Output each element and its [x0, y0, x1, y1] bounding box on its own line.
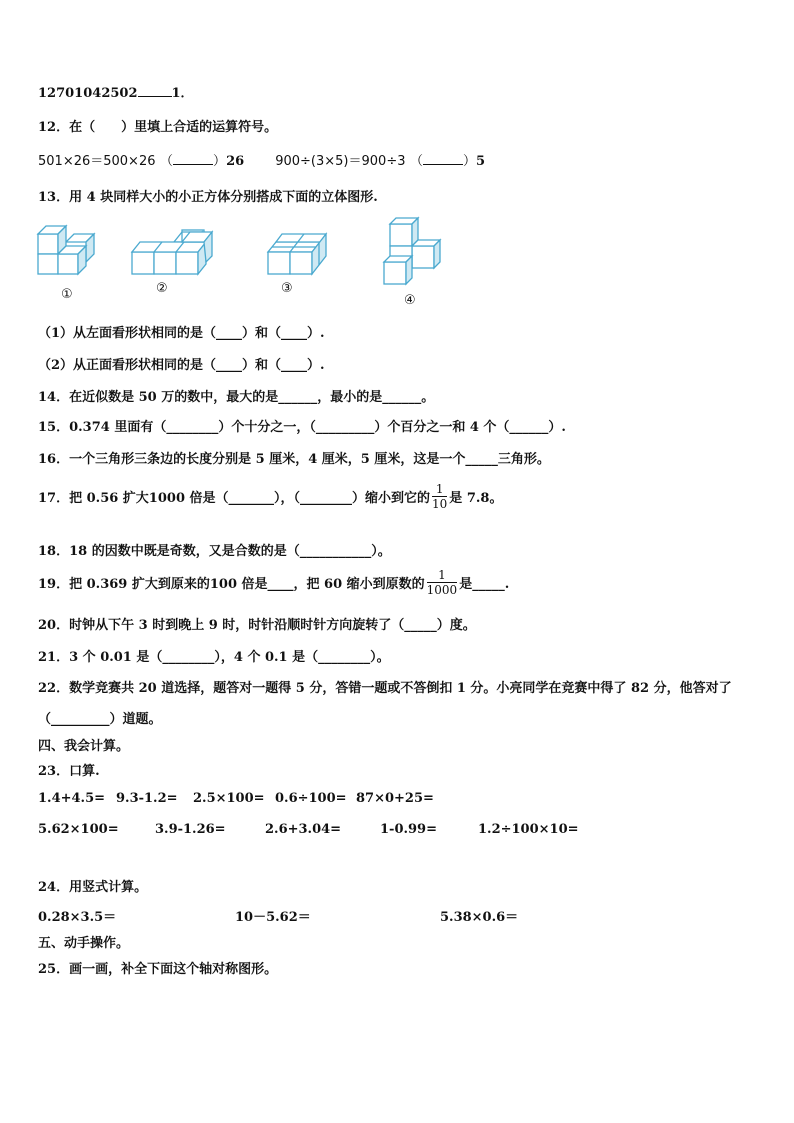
q16: 16．一个三角形三条边的长度分别是 5 厘米，4 厘米，5 厘米，这是一个_____三角形。	[38, 452, 550, 467]
q15: 15．0.374 里面有（________）个十分之一，（_________）个百分之一和 4 个（______）.	[38, 420, 566, 435]
q24-item-1: 0.28×3.5＝	[38, 910, 117, 925]
q11-tail-line	[38, 82, 194, 101]
q17-part1: 17．把 0.56 扩大1000 倍是（_______），（________）缩小到它的	[38, 491, 431, 506]
q12-answer-1[interactable]	[173, 153, 213, 165]
q23-row1-item-2: 9.3-1.2=	[116, 791, 178, 806]
answer-blank[interactable]	[138, 85, 172, 97]
q23-row2-item-2: 3.9-1.26=	[155, 822, 226, 837]
q22-line1: 22．数学竞赛共 20 道选择，题答对一题得 5 分，答错一题或不答倒扣 1 分。小亮同学在竞赛中得了 82 分，他答对了	[38, 681, 732, 696]
q12-after-2: 5	[476, 154, 486, 169]
q19	[38, 568, 509, 597]
figure-label-3: ③	[281, 281, 293, 296]
q23-row2-item-1: 5.62×100=	[38, 822, 119, 837]
cube-figure-1	[36, 222, 100, 280]
q13-sub2: （2）从正面看形状相同的是（____）和（____）.	[38, 358, 325, 373]
q12-answer-2[interactable]	[423, 153, 463, 165]
q24-item-2: 10－5.62＝	[235, 910, 311, 925]
q17-fraction: $\frac{1}{10}$	[432, 482, 448, 511]
q19-fraction: $\frac{1}{1000}$	[426, 568, 458, 597]
figure-label-4: ④	[404, 293, 416, 308]
q23-row2-item-5: 1.2÷100×10=	[478, 822, 579, 837]
q23-row2-item-4: 1-0.99=	[380, 822, 437, 837]
q21: 21．3 个 0.01 是（________），4 个 0.1 是（________）。	[38, 650, 390, 665]
q23-title: 23．口算.	[38, 764, 100, 779]
q24-title: 24．用竖式计算。	[38, 880, 148, 895]
section-4-heading: 四、我会计算。	[38, 739, 130, 754]
q23-row2-item-3: 2.6+3.04=	[265, 822, 342, 837]
q24-item-3: 5.38×0.6＝	[440, 910, 519, 925]
figure-label-1: ①	[61, 287, 73, 302]
q25: 25．画一画，补全下面这个轴对称图形。	[38, 962, 278, 977]
cube-figure-2	[130, 228, 216, 278]
q12-title: 12．在（ ）里填上合适的运算符号。	[38, 120, 278, 135]
figure-label-2: ②	[156, 281, 168, 296]
q23-row1-item-4: 0.6÷100=	[275, 791, 347, 806]
q13-sub1: （1）从左面看形状相同的是（____）和（____）.	[38, 326, 325, 341]
q19-part1: 19．把 0.369 扩大到原来的100 倍是____，把 60 缩小到原数的	[38, 577, 425, 592]
q12-expression-1: 501×26＝500×26	[38, 154, 156, 169]
q12-expressions: 501×26＝500×26 （ ）26 900÷(3×5)＝900÷3 （ ）5	[38, 154, 486, 169]
q14: 14．在近似数是 50 万的数中，最大的是______，最小的是______。	[38, 390, 435, 405]
q17-part2: 是 7.8。	[449, 491, 503, 506]
q20: 20．时钟从下午 3 时到晚上 9 时，时针沿顺时针方向旋转了（_____）度。	[38, 618, 476, 633]
section-5-heading: 五、动手操作。	[38, 936, 130, 951]
q12-expression-2: 900÷(3×5)＝900÷3	[275, 154, 406, 169]
q23-row1-item-3: 2.5×100=	[193, 791, 265, 806]
q18: 18．18 的因数中既是奇数，又是合数的是（___________）。	[38, 544, 391, 559]
q22-line2: （_________）道题。	[38, 712, 162, 727]
q17	[38, 482, 502, 511]
cube-figure-3	[266, 228, 330, 278]
q23-row1-item-1: 1.4+4.5=	[38, 791, 106, 806]
q13-title: 13．用 4 块同样大小的小正方体分别搭成下面的立体图形.	[38, 190, 378, 205]
q12-after-1: 26	[226, 154, 245, 169]
q23-row1-item-5: 87×0+25=	[356, 791, 434, 806]
cube-figure-4	[380, 216, 444, 290]
q19-part2: 是_____.	[459, 577, 510, 592]
q11-tail-number: 12701042502	[38, 86, 138, 101]
q11-tail-end: 1．	[171, 86, 194, 101]
